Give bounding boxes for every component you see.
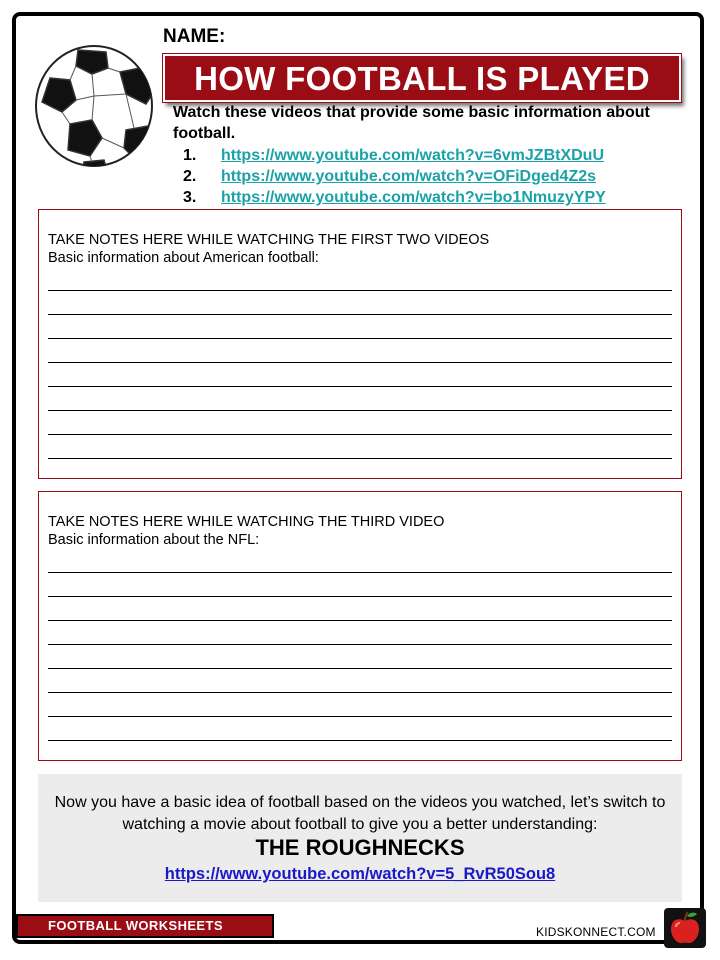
writing-line[interactable] [48, 620, 672, 621]
brand-label: KIDSKONNECT.COM [536, 925, 656, 939]
writing-line[interactable] [48, 692, 672, 693]
notes-heading: TAKE NOTES HERE WHILE WATCHING THE THIRD VIDEO [48, 514, 445, 530]
video-link-1[interactable]: https://www.youtube.com/watch?v=6vmJZBtXDuU [221, 147, 605, 164]
video-link-3[interactable]: https://www.youtube.com/watch?v=bo1NmuzyYPY [221, 189, 606, 206]
video-link-list [183, 145, 683, 208]
writing-line[interactable] [48, 338, 672, 339]
intro-text: Watch these videos that provide some basic information about football. [173, 104, 650, 142]
writing-line[interactable] [48, 386, 672, 387]
notes-subheading: Basic information about American football: [48, 250, 319, 266]
page-title: HOW FOOTBALL IS PLAYED [163, 54, 681, 102]
movie-title: THE ROUGHNECKS [255, 835, 465, 860]
brand-logo [664, 908, 706, 948]
writing-line[interactable] [48, 740, 672, 741]
list-item [183, 145, 683, 166]
notes-box-first-videos [38, 209, 682, 479]
movie-link[interactable]: https://www.youtube.com/watch?v=5_RvR50Sou8 [164, 865, 556, 883]
writing-line[interactable] [48, 290, 672, 291]
name-label: NAME: [163, 26, 226, 47]
writing-line[interactable] [48, 458, 672, 459]
writing-line[interactable] [48, 668, 672, 669]
notes-subheading: Basic information about the NFL: [48, 532, 260, 548]
apple-icon [664, 908, 706, 948]
notes-heading: TAKE NOTES HERE WHILE WATCHING THE FIRST TWO VIDEOS [48, 232, 490, 248]
list-item [183, 166, 683, 187]
notes-box-third-video [38, 491, 682, 761]
list-number: 2. [183, 168, 197, 185]
writing-line[interactable] [48, 716, 672, 717]
writing-line[interactable] [48, 596, 672, 597]
list-number: 1. [183, 147, 197, 164]
writing-line[interactable] [48, 314, 672, 315]
writing-line[interactable] [48, 410, 672, 411]
writing-line[interactable] [48, 434, 672, 435]
soccer-ball-icon [34, 44, 154, 168]
summary-box [38, 774, 682, 902]
summary-text: Now you have a basic idea of football based on the videos you watched, let’s switch to watching a movie about football to give you a better understanding: [54, 794, 666, 833]
list-number: 3. [183, 189, 197, 206]
writing-line[interactable] [48, 572, 672, 573]
worksheet-badge: FOOTBALL WORKSHEETS [16, 914, 274, 938]
video-link-2[interactable]: https://www.youtube.com/watch?v=OFiDged4Z2s [221, 168, 597, 185]
writing-line[interactable] [48, 362, 672, 363]
writing-line[interactable] [48, 644, 672, 645]
list-item [183, 187, 683, 208]
